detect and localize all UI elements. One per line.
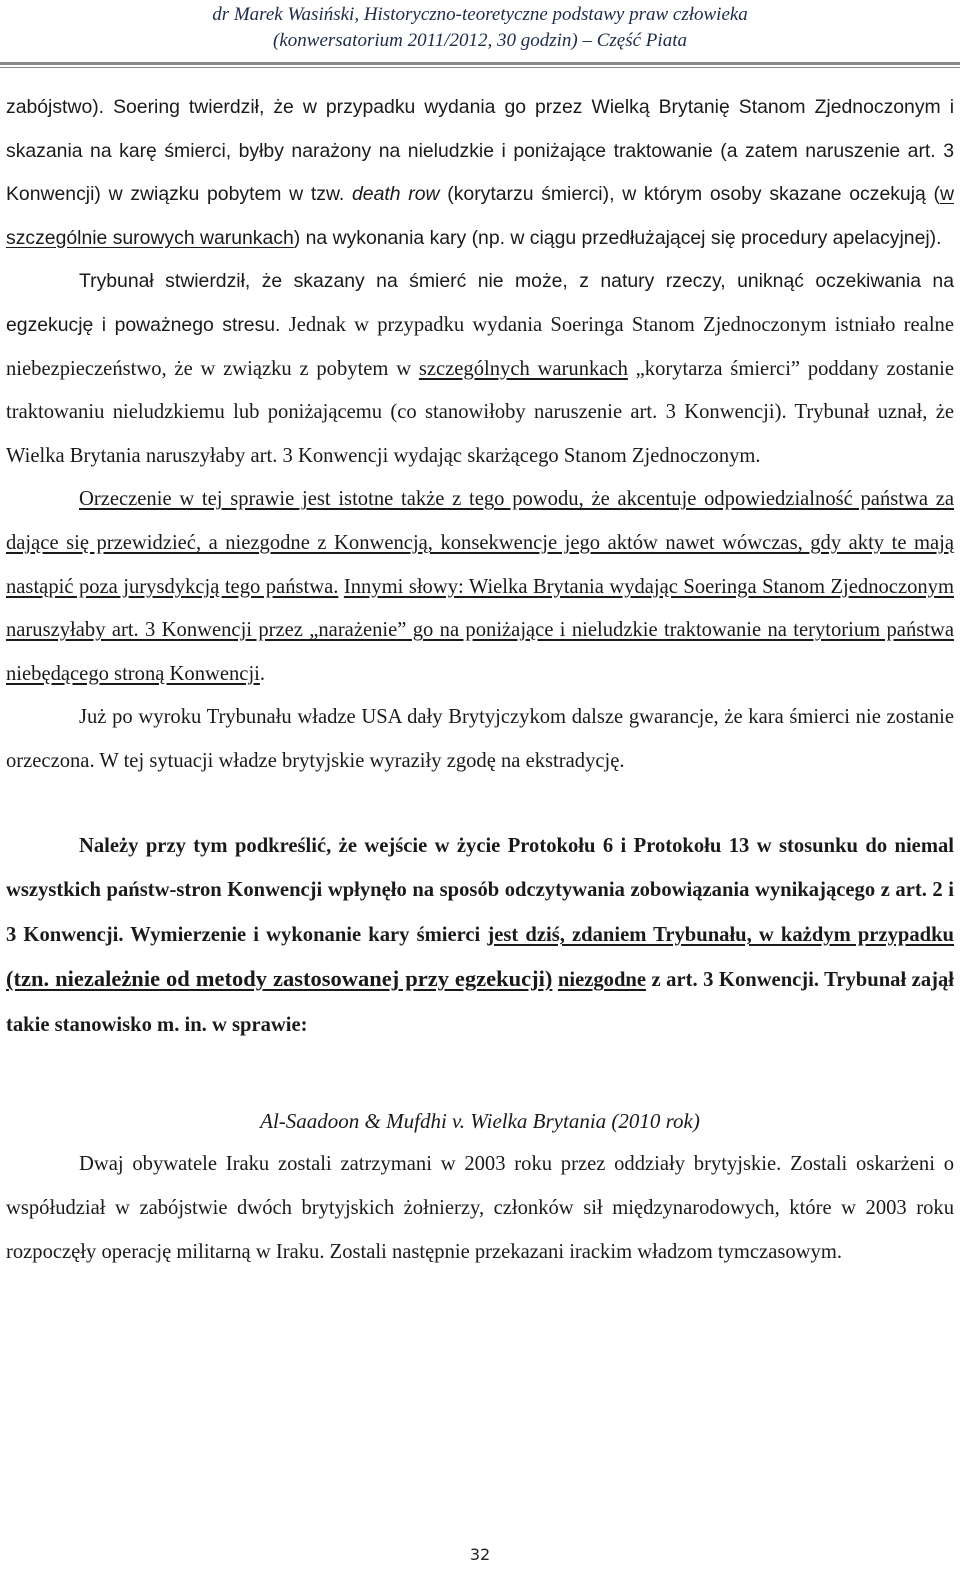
header-rule-thin	[0, 67, 960, 68]
text-run-bold: Należy przy tym podkreślić, że wejście w życie Protokołu 6 i Protokołu 13 w stosunku do niemal wszystkich państw-stron Konwencji wpłynęło na sposób odczytywania zobowiązania wynikającego z art. 2 i 3 Konwencji. Wymierzenie i wykonanie kary śmierci	[6, 834, 954, 946]
header-line-2: (konwersatorium 2011/2012, 30 godzin) – Część Piata	[273, 30, 687, 51]
paragraph-soering-claim	[6, 86, 954, 260]
text-run: zabójstwo). Soering twierdził, że w przypadku wydania go przez Wielką Brytanię Stanom Zjednoczonym i skazania na karę śmierci, byłby narażony na nieludzkie i poniżające traktowanie (a zatem naruszenie art. 3 Konwencji) w związku pobytem w tzw.	[6, 96, 954, 206]
text-run-bold-underlined: niezgodne	[557, 969, 647, 992]
page-number: 32	[469, 1545, 491, 1564]
header-rule-thick	[0, 62, 960, 65]
case-heading: Al-Saadoon & Mufdhi v. Wielka Brytania (2010 rok)	[260, 1109, 700, 1134]
text-run-underlined: Orzeczenie w tej sprawie jest istotne także z tego powodu, że akcentuje odpowiedzialność państwa za dające się przewidzieć, a niezgodne z Konwencją, konsekwencje jego aktów nawet wówczas, gdy akty te mają nastąpić poza jurysdykcją tego państwa.	[6, 488, 954, 598]
text-run: „korytarza śmierci” poddany zostanie traktowaniu nieludzkiemu lub poniżającemu (co stanowiłoby naruszenie art. 3 Konwencji). Trybunał uznał, że Wielka Brytania naruszyłaby art. 3 Konwencji wydając skarżącego Stanom Zjednoczonym.	[6, 357, 954, 467]
text-run-italic: death row	[352, 183, 440, 206]
document-body	[6, 86, 954, 1274]
paragraph-usa-guarantees	[6, 696, 954, 783]
paragraph-protocols-emphasis	[6, 824, 954, 1048]
header-line-1: dr Marek Wasiński, Historyczno-teoretyczne podstawy praw człowieka	[212, 4, 748, 25]
text-run-underlined: w szczególnie surowych warunkach	[6, 183, 955, 249]
text-run: .	[259, 662, 266, 685]
text-run: Już po wyroku Trybunału władze USA dały Brytyjczykom dalsze gwarancje, że kara śmierci nie zostanie orzeczona. W tej sytuacji władze brytyjskie wyraziły zgodę na ekstradycję.	[6, 706, 954, 772]
text-run-bold-underlined-large: (tzn. niezależnie od metody zastosowanej przy egzekucji)	[6, 966, 553, 992]
text-run: ) na wykonania kary (np. w ciągu przedłużającej się procedury apelacyjnej).	[293, 226, 942, 249]
text-run-bold-underlined: jest dziś, zdaniem Trybunału, w każdym przypadku	[487, 923, 954, 946]
paragraph-iraq-case	[6, 1143, 954, 1274]
spacer	[6, 1047, 954, 1099]
text-run-bold: z art. 3 Konwencji. Trybunał zajął takie stanowisko m. in. w sprawie:	[6, 969, 954, 1036]
text-run-underlined: Innymi słowy: Wielka Brytania wydając Soeringa Stanom Zjednoczonym naruszyłaby art. 3 Konwencji przez „narażenie” go na poniżające i nieludzkie traktowanie na terytorium państwa niebędącego stroną Konwencji	[6, 575, 954, 685]
text-run-underlined: szczególnych warunkach	[418, 357, 628, 380]
paragraph-tribunal-finding	[6, 260, 954, 478]
text-run: Dwaj obywatele Iraku zostali zatrzymani w 2003 roku przez oddziały brytyjskie. Zostali oskarżeni o współudział w zabójstwie dwóch brytyjskich żołnierzy, członków sił międzynarodowych, które w 2003 roku rozpoczęły operację militarną w Iraku. Zostali następnie przekazani irackim władzom tymczasowym.	[6, 1153, 954, 1263]
text-run: Jednak w przypadku wydania Soeringa Stanom Zjednoczonym istniało realne niebezpieczeństwo, że w związku z pobytem w	[6, 313, 954, 380]
text-run: (korytarzu śmierci), w którym osoby skazane oczekują (	[447, 183, 940, 206]
spacer	[6, 784, 954, 824]
text-run-sans: Trybunał stwierdził, że skazany na śmierć nie może, z natury rzeczy, uniknąć oczekiwania na egzekucję i poważnego stresu.	[6, 270, 954, 336]
paragraph-judgment-significance	[6, 478, 954, 696]
page-header	[0, 0, 960, 60]
